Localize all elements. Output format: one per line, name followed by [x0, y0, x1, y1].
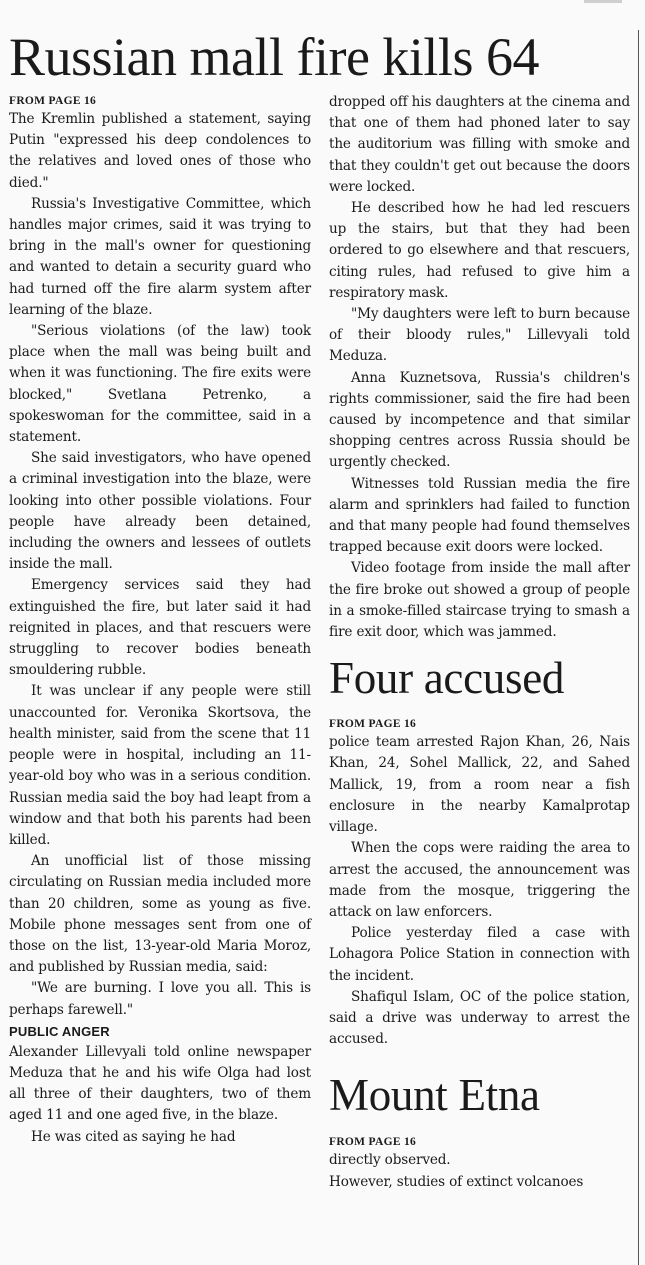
dateline: FROM PAGE 16: [9, 95, 97, 107]
paragraph: "Serious violations (of the law) took place when the mall was being built and when it was functioning. The fire exits were blocked," Svetlana Petrenko, a spokeswoman for the committee, said in a statement.: [9, 323, 311, 446]
paragraph: When the cops were raiding the area to arrest the accused, the announcement was made from the mosque, triggering the attack on law enforcers.: [329, 840, 630, 920]
column-divider-right: [638, 30, 639, 1265]
paragraph: Russia's Investigative Committee, which handles major crimes, said it was trying to bring in the mall's owner for questioning and wanted to detain a security guard who had turned off the fire alarm system after learning of the blaze.: [9, 195, 311, 318]
paragraph: "My daughters were left to burn because of their bloody rules," Lillevyali told Meduza.: [329, 306, 630, 365]
four-accused-headline: Four accused: [329, 653, 565, 704]
paragraph: However, studies of extinct volcanoes: [329, 1173, 584, 1190]
paragraph: He described how he had led rescuers up the stairs, but that they had been ordered to go elsewhere and that rescuers, citing rules, had refused to give him a respiratory mask.: [329, 200, 630, 301]
dateline: FROM PAGE 16: [329, 1136, 417, 1149]
main-headline: Russian mall fire kills 64: [9, 27, 539, 87]
paragraph: He was cited as saying he had: [31, 1128, 236, 1145]
paragraph: The Kremlin published a statement, saying Putin "expressed his deep condolences to the relatives and loved ones of those who died.": [9, 111, 311, 191]
paragraph: It was unclear if any people were still unaccounted for. Veronika Skortsova, the health minister, said from the scene that 11 people were in hospital, including an 11-year-old boy who was in a serious condition. Russian media said the boy had leapt from a window and that both his parents had been killed.: [9, 683, 311, 848]
paragraph: Emergency services said they had extinguished the fire, but later said it had reignited in places, and that rescuers were struggling to recover bodies beneath smouldering rubble.: [9, 577, 311, 679]
article-column-right: [329, 92, 630, 1193]
paragraph: Anna Kuznetsova, Russia's children's rights commissioner, said the fire had been caused by incompetence and that similar shopping centres across Russia should be urgently checked.: [329, 369, 630, 471]
paragraph: Police yesterday filed a case with Lohagora Police Station in connection with the incident.: [329, 925, 630, 984]
paragraph: Shafiqul Islam, OC of the police station, said a drive was underway to arrest the accused.: [329, 988, 630, 1048]
paragraph: directly observed.: [329, 1152, 451, 1169]
paragraph: Witnesses told Russian media the fire alarm and sprinklers had failed to function and that many people had found themselves trapped because exit doors were locked.: [329, 475, 630, 556]
paragraph: Alexander Lillevyali told online newspaper Meduza that he and his wife Olga had lost all three of their daughters, two of them aged 11 and one aged five, in the blaze.: [9, 1043, 311, 1124]
paragraph: dropped off his daughters at the cinema and that one of them had phoned later to say the auditorium was filling with smoke and that they couldn't get out because the doors were locked.: [329, 94, 630, 195]
paragraph: She said investigators, who have opened a criminal investigation into the blaze, were looking into other possible violations. Four people have already been detained, including the owners and lessees of outlets inside the mall.: [9, 450, 311, 573]
top-edge-rule: [584, 0, 622, 3]
paragraph: police team arrested Rajon Khan, 26, Nais Khan, 24, Sohel Mallick, 22, and Sahed Mallick, 19, from a room near a fish enclosure in the nearby Kamalprotap village.: [329, 734, 630, 836]
mount-etna-headline: Mount Etna: [329, 1070, 540, 1121]
paragraph: "We are burning. I love you all. This is perhaps farewell.": [9, 980, 311, 1018]
article1-column-left: [9, 92, 311, 1148]
paragraph: An unofficial list of those missing circulating on Russian media included more than 20 children, some as young as five. Mobile phone messages sent from one of those on the list, 13-year-old Maria Moroz, and published by Russian media, said:: [9, 853, 311, 976]
subheading-public-anger: PUBLIC ANGER: [9, 1023, 110, 1039]
paragraph: Video footage from inside the mall after the fire broke out showed a group of people in a smoke-filled staircase trying to smash a fire exit door, which was jammed.: [329, 560, 630, 641]
dateline: FROM PAGE 16: [329, 718, 417, 731]
